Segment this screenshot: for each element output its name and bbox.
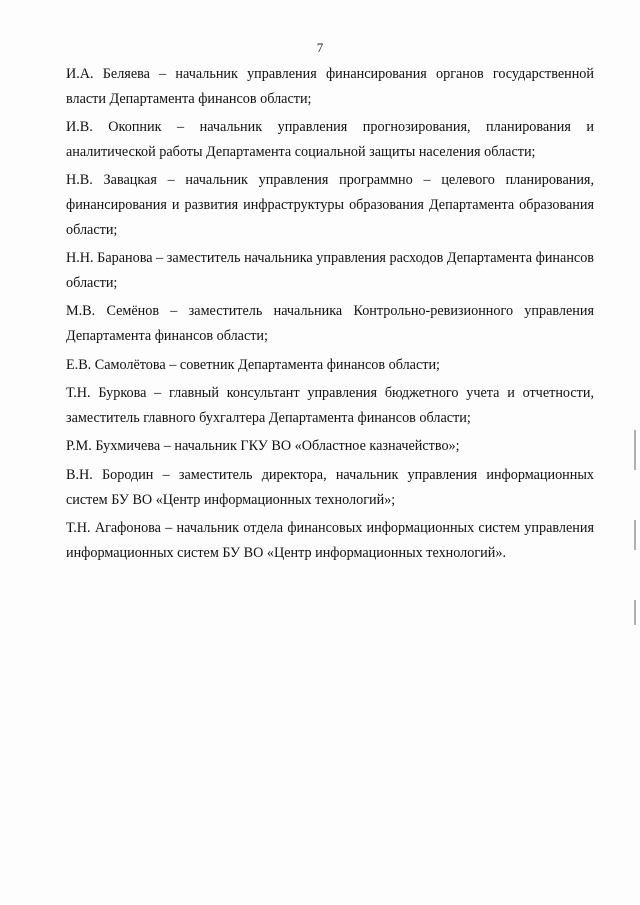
list-item: Н.Н. Баранова – заместитель начальника управления расходов Департамента финансов области; (66, 250, 594, 291)
members-list (66, 62, 594, 569)
list-item: В.Н. Бородин – заместитель директора, начальник управления информационных систем БУ ВО «Центр информационных технологий»; (66, 466, 594, 508)
list-item: Т.Н. Агафонова – начальник отдела финансовых информационных систем управления информационных систем БУ ВО «Центр информационных технологий». (66, 520, 594, 561)
scan-edge-mark (634, 520, 636, 550)
scan-edge-mark (634, 430, 636, 470)
list-item: И.В. Окопник – начальник управления прогнозирования, планирования и аналитической работы Департамента социальной защиты населения области; (66, 119, 594, 160)
list-item: Т.Н. Буркова – главный консультант управления бюджетного учета и отчетности, заместитель главного бухгалтера Департамента финансов области; (66, 385, 594, 426)
list-item: Е.В. Самолётова – советник Департамента финансов области; (66, 356, 440, 373)
list-item: М.В. Семёнов – заместитель начальника Контрольно-ревизионного управления Департамента финансов области; (66, 303, 594, 344)
list-item: Н.В. Завацкая – начальник управления программно – целевого планирования, финансирования и развития инфраструктуры образования Департамента образования области; (66, 172, 594, 238)
list-item: И.А. Беляева – начальник управления финансирования органов государственной власти Департамента финансов области; (66, 66, 594, 107)
scan-edge-mark (634, 600, 636, 625)
list-item: Р.М. Бухмичева – начальник ГКУ ВО «Областное казначейство»; (66, 438, 460, 455)
page-number: 7 (316, 40, 324, 55)
